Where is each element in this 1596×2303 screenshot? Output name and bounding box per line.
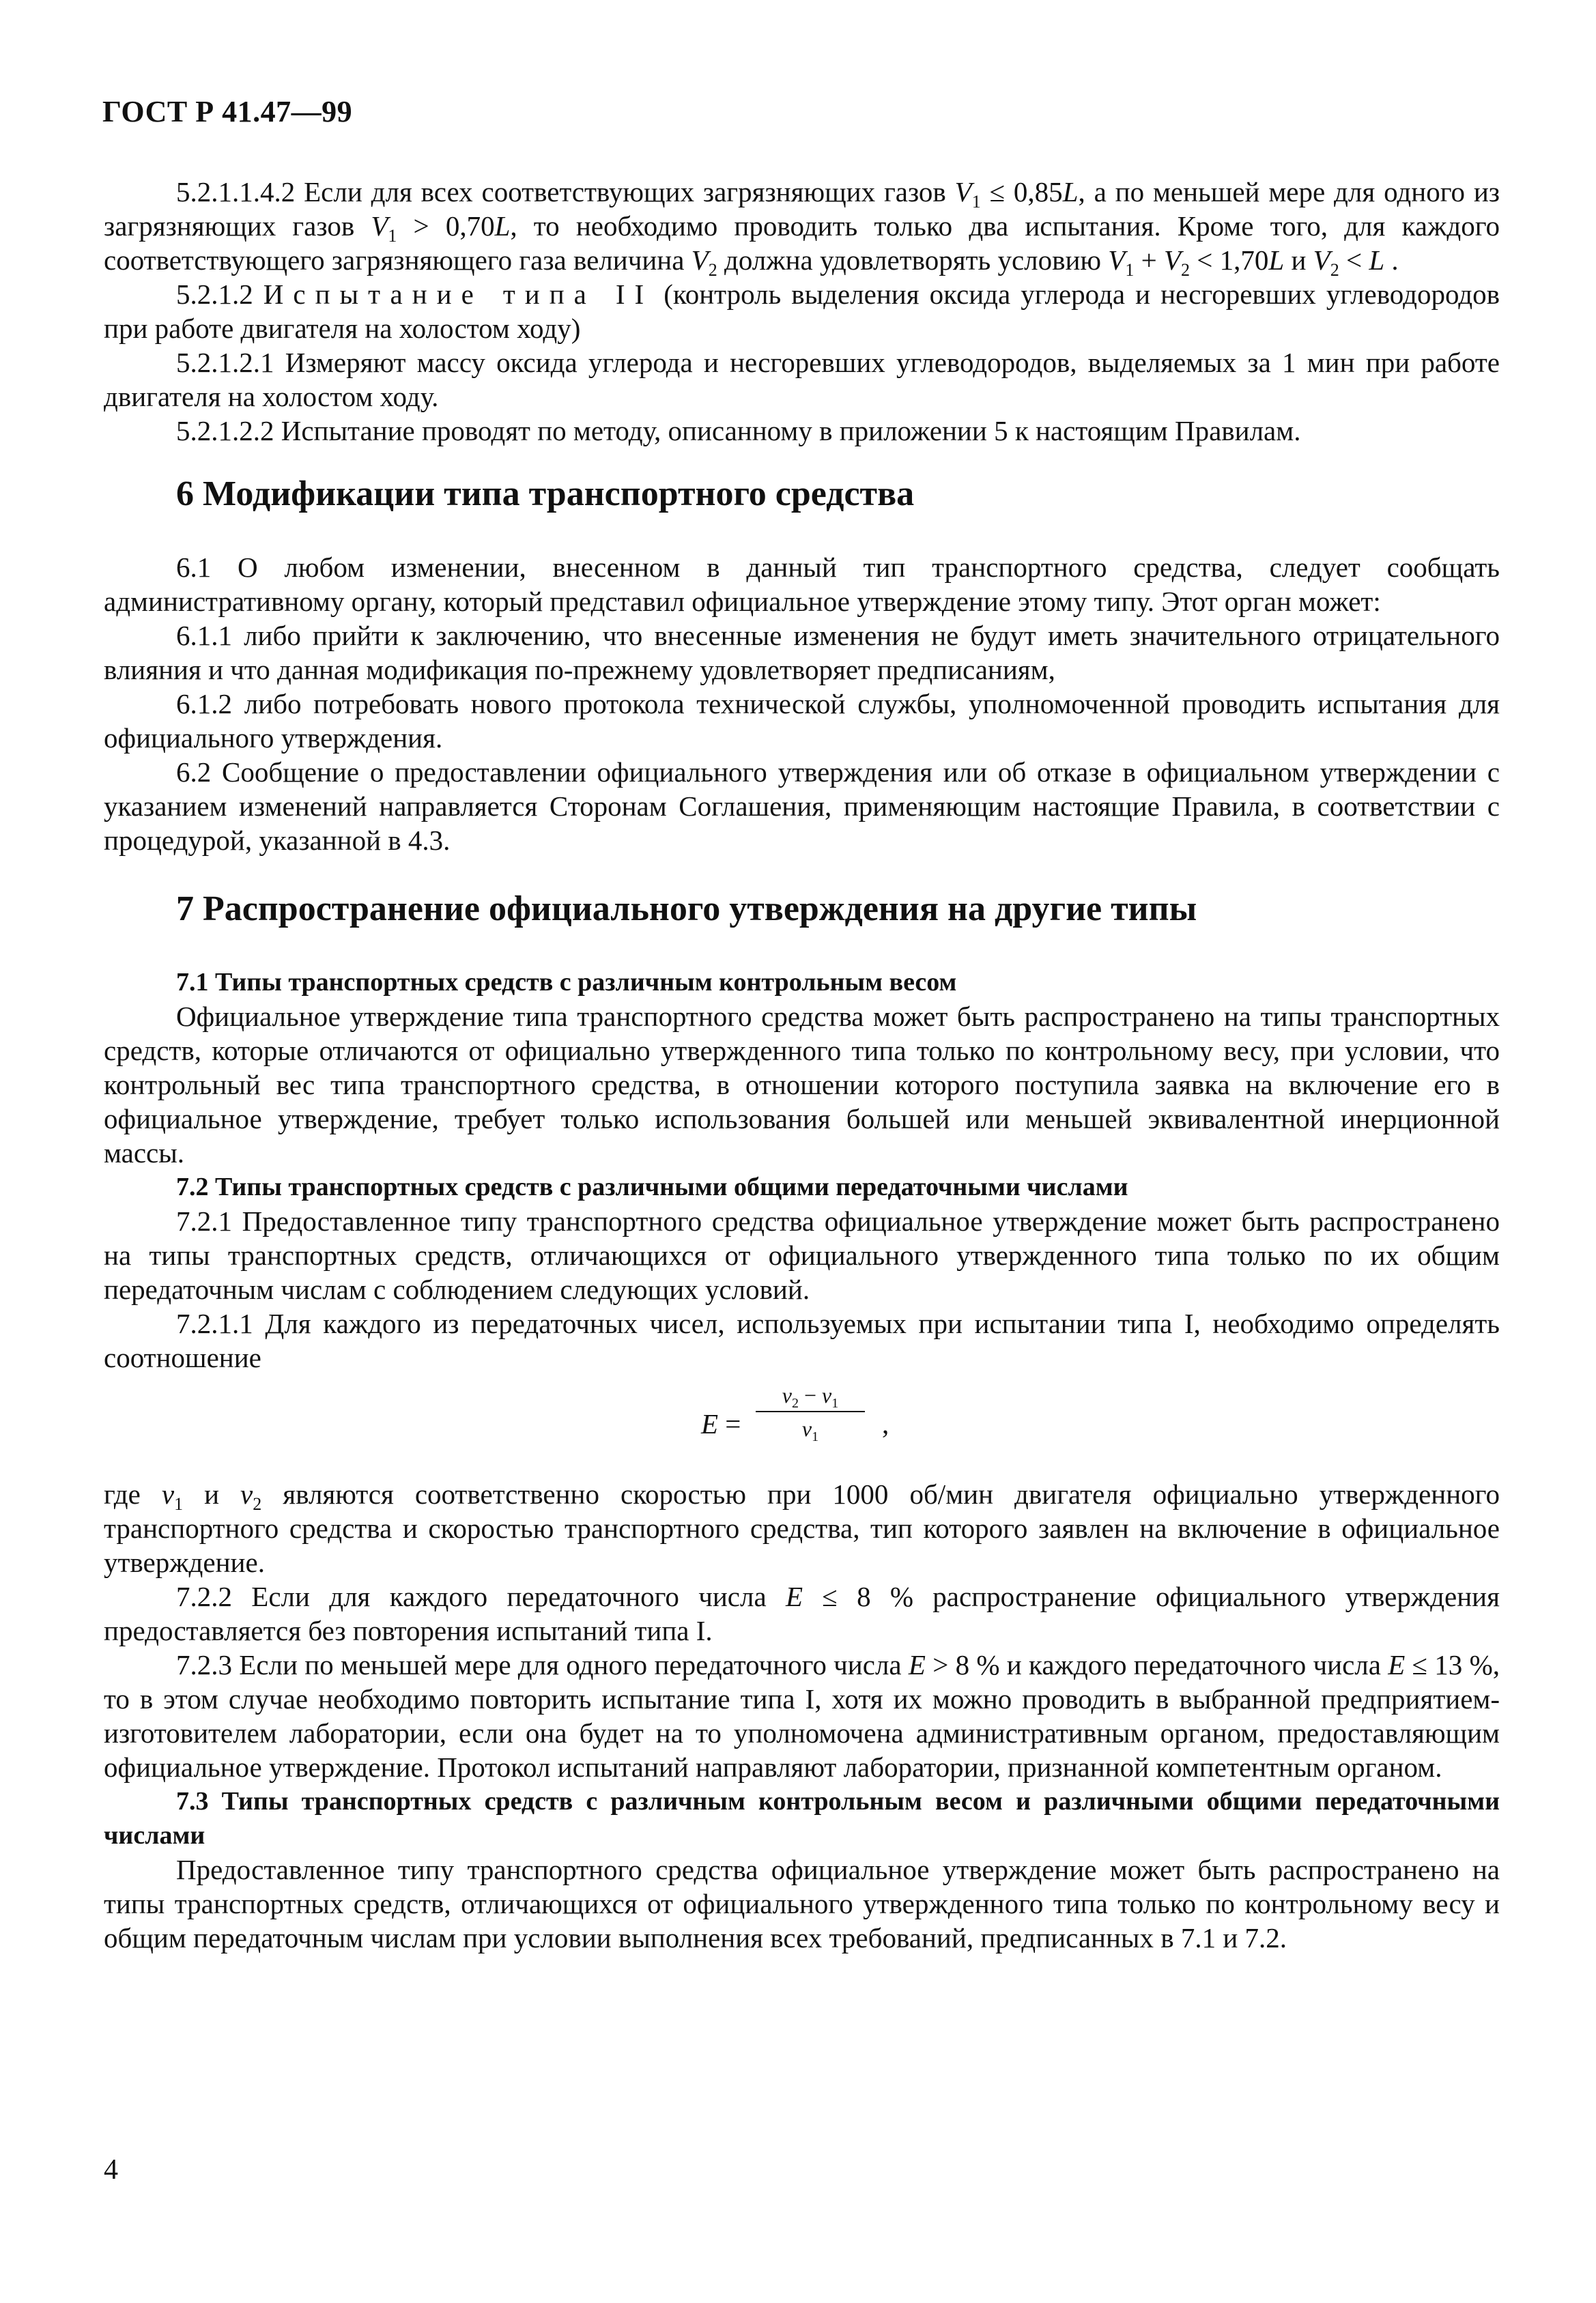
- subsection-7-3-heading: 7.3 Типы транспортных средств с различным контрольным весом и различными общими передаточными числами: [104, 1787, 1500, 1850]
- paragraph-7-2-2: 7.2.2 Если для каждого передаточного числа E ≤ 8 % распространение официального утверждения предоставляется без повторения испытаний типа I.: [104, 1581, 1500, 1646]
- paragraph-5-2-1-1-4-2: 5.2.1.1.4.2 Если для всех соответствующих загрязняющих газов $V_1 \le 0,85L$, а по меньшей мере для одного из загрязняющих газов $V_1 > 0,70L$, то необходимо проводить только два испытания. Кроме того, для каждого соответствующего загрязняющего газа величина $V_2$ должна удовлетворять условию $V_1 + V_2 < 1,70L$ и $V_2 < L$ .: [104, 176, 1500, 280]
- paragraph-6-1: 6.1 О любом изменении, внесенном в данный тип транспортного средства, следует сообщать административному органу, который представил официальное утверждение этому типу. Этот орган может:: [104, 552, 1500, 617]
- formula-numerator: $v_2 - v_1$: [756, 1383, 865, 1412]
- paragraph-7-2-3: 7.2.3 Если по меньшей мере для одного передаточного числа E > 8 % и каждого передаточного числа E ≤ 13 %, то в этом случае необходимо повторить испытание типа I, хотя их можно проводить в выбранной предприятием-изготовителем лаборатории, если она будет на то уполномочена административным органом, предоставляющим официальное утверждение. Протокол испытаний направляют лаборатории, признанной компетентным органом.: [104, 1649, 1500, 1783]
- ratio-formula: [104, 1375, 1500, 1477]
- paragraph-where: где $v_1$ и $v_2$ являются соответственно скоростью при 1000 об/мин двигателя официально утвержденного транспортного средства и скоростью транспортного средства, тип которого заявлен на включение в официальное утверждение.: [104, 1478, 1500, 1578]
- paragraph-7-3: Предоставленное типу транспортного средства официальное утверждение может быть распространено на типы транспортных средств, отличающихся от официального утвержденного типа только по контрольному весу и общим передаточным числам при условии выполнения всех требований, предписанных в 7.1 и 7.2.: [104, 1854, 1500, 1954]
- paragraph-7-1: Официальное утверждение типа транспортного средства может быть распространено на типы транспортных средств, которые отличаются от официально утвержденного типа только по контрольному весу, при условии, что контрольный вес типа транспортного средства, в отношении которого поступила заявка на включение его в официальное утверждение, требует только использования большей или меньшей эквивалентной инерционной массы.: [104, 1001, 1500, 1169]
- section-6-heading: 6 Модификации типа транспортного средства: [176, 474, 915, 513]
- formula-fraction: [756, 1383, 865, 1442]
- paragraph-5-2-1-2-2: 5.2.1.2.2 Испытание проводят по методу, описанному в приложении 5 к настоящим Правилам.: [176, 415, 1301, 446]
- formula-comma: ,: [882, 1408, 889, 1440]
- paragraph-6-2: 6.2 Сообщение о предоставлении официального утверждения или об отказе в официальном утверждении с указанием изменений направляется Сторонам Соглашения, применяющим настоящие Правила, в соответствии с процедурой, указанной в 4.3.: [104, 756, 1500, 856]
- paragraph-5-2-1-2: 5.2.1.2 Испытание типа II (контроль выделения оксида углерода и несгоревших углеводородов при работе двигателя на холостом ходу): [104, 278, 1500, 344]
- document-code-header: ГОСТ Р 41.47—99: [102, 95, 353, 128]
- page-number: 4: [104, 2154, 118, 2186]
- paragraph-6-1-2: 6.1.2 либо потребовать нового протокола технической службы, уполномоченной проводить испытания для официального утверждения.: [104, 688, 1500, 754]
- paragraph-5-2-1-2-1: 5.2.1.2.1 Измеряют массу оксида углерода и несгоревших углеводородов, выделяемых за 1 мин при работе двигателя на холостом ходу.: [104, 347, 1500, 412]
- formula-lhs: E =: [701, 1408, 741, 1440]
- page-content: [104, 175, 1500, 1955]
- paragraph-7-2-1-1: 7.2.1.1 Для каждого из передаточных чисел, используемых при испытании типа I, необходимо определять соотношение: [104, 1308, 1500, 1373]
- subsection-7-1-heading: 7.1 Типы транспортных средств с различным контрольным весом: [176, 968, 957, 997]
- subsection-7-2-heading: 7.2 Типы транспортных средств с различными общими передаточными числами: [176, 1173, 1128, 1201]
- spaced-test-title: Испытание типа II: [263, 278, 654, 310]
- formula-denominator: $v_1$: [801, 1416, 819, 1444]
- section-7-heading: 7 Распространение официального утверждения на другие типы: [176, 889, 1197, 928]
- paragraph-7-2-1: 7.2.1 Предоставленное типу транспортного средства официальное утверждение может быть распространено на типы транспортных средств, отличающихся от официального утвержденного типа только по их общим передаточным числам с соблюдением следующих условий.: [104, 1205, 1500, 1305]
- paragraph-6-1-1: 6.1.1 либо прийти к заключению, что внесенные изменения не будут иметь значительного отрицательного влияния и что данная модификация по-прежнему удовлетворяет предписаниям,: [104, 620, 1500, 685]
